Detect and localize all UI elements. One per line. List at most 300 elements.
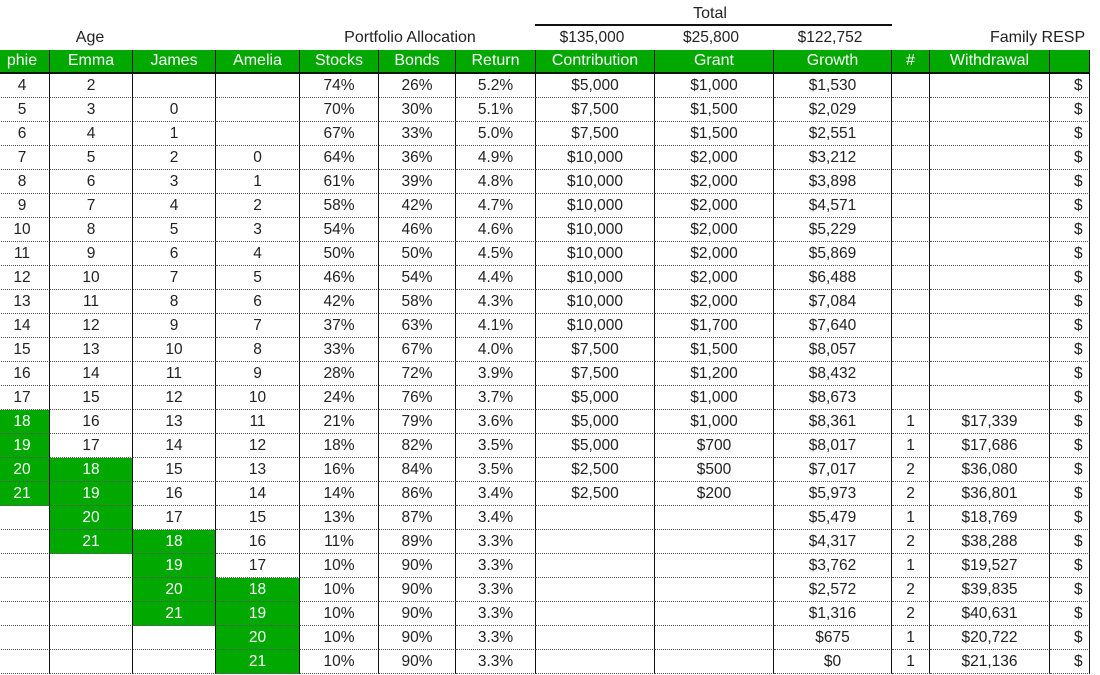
column-header-ret[interactable]: Return: [456, 50, 536, 74]
cell-num[interactable]: [892, 362, 930, 386]
cell-emma[interactable]: 9: [50, 242, 133, 266]
cell-ret[interactable]: 4.1%: [456, 314, 536, 338]
cell-amelia[interactable]: 4: [216, 242, 300, 266]
cell-contribution[interactable]: $10,000: [536, 314, 655, 338]
cell-num[interactable]: [892, 218, 930, 242]
cell-num[interactable]: [892, 122, 930, 146]
cell-withdrawal[interactable]: $40,631: [930, 602, 1050, 626]
cell-james[interactable]: 11: [133, 362, 216, 386]
cell-james[interactable]: 17: [133, 506, 216, 530]
cell-growth[interactable]: $6,488: [774, 266, 892, 290]
cell-contribution[interactable]: [536, 530, 655, 554]
column-header-num[interactable]: #: [892, 50, 930, 74]
column-header-james[interactable]: James: [133, 50, 216, 74]
cell-withdrawal[interactable]: [930, 290, 1050, 314]
cell-sophie[interactable]: [0, 650, 50, 674]
cell-sophie[interactable]: [0, 506, 50, 530]
cell-sophie[interactable]: 15: [0, 338, 50, 362]
cell-contribution[interactable]: $7,500: [536, 338, 655, 362]
cell-contribution[interactable]: [536, 506, 655, 530]
cell-sophie[interactable]: 11: [0, 242, 50, 266]
cell-stocks[interactable]: 61%: [300, 170, 379, 194]
cell-emma[interactable]: [50, 626, 133, 650]
cell-growth[interactable]: $5,973: [774, 482, 892, 506]
cell-stocks[interactable]: 58%: [300, 194, 379, 218]
cell-emma[interactable]: 4: [50, 122, 133, 146]
cell-contribution[interactable]: [536, 554, 655, 578]
cell-growth[interactable]: $5,229: [774, 218, 892, 242]
cell-amelia[interactable]: [216, 122, 300, 146]
cell-sophie[interactable]: 20: [0, 458, 50, 482]
column-header-bonds[interactable]: Bonds: [379, 50, 456, 74]
cell-growth[interactable]: $8,361: [774, 410, 892, 434]
cell-contribution[interactable]: [536, 578, 655, 602]
cell-emma[interactable]: 2: [50, 74, 133, 98]
cell-amelia[interactable]: 21: [216, 650, 300, 674]
cell-grant[interactable]: $1,000: [655, 74, 774, 98]
cell-num[interactable]: [892, 266, 930, 290]
cell-bonds[interactable]: 79%: [379, 410, 456, 434]
cell-ret[interactable]: 3.4%: [456, 482, 536, 506]
cell-sophie[interactable]: [0, 602, 50, 626]
cell-withdrawal[interactable]: [930, 362, 1050, 386]
cell-cut[interactable]: $: [1050, 266, 1090, 290]
cell-emma[interactable]: 14: [50, 362, 133, 386]
cell-stocks[interactable]: 13%: [300, 506, 379, 530]
cell-cut[interactable]: $: [1050, 290, 1090, 314]
cell-contribution[interactable]: $5,000: [536, 410, 655, 434]
cell-bonds[interactable]: 58%: [379, 290, 456, 314]
cell-amelia[interactable]: 17: [216, 554, 300, 578]
cell-sophie[interactable]: [0, 530, 50, 554]
cell-sophie[interactable]: 5: [0, 98, 50, 122]
cell-withdrawal[interactable]: $36,801: [930, 482, 1050, 506]
cell-bonds[interactable]: 50%: [379, 242, 456, 266]
cell-growth[interactable]: $3,898: [774, 170, 892, 194]
cell-num[interactable]: 2: [892, 530, 930, 554]
cell-bonds[interactable]: 36%: [379, 146, 456, 170]
cell-grant[interactable]: $1,500: [655, 98, 774, 122]
cell-amelia[interactable]: 3: [216, 218, 300, 242]
cell-ret[interactable]: 3.3%: [456, 602, 536, 626]
cell-sophie[interactable]: 8: [0, 170, 50, 194]
cell-contribution[interactable]: $10,000: [536, 194, 655, 218]
cell-emma[interactable]: 5: [50, 146, 133, 170]
cell-contribution[interactable]: $10,000: [536, 170, 655, 194]
cell-emma[interactable]: [50, 602, 133, 626]
cell-ret[interactable]: 3.3%: [456, 650, 536, 674]
cell-bonds[interactable]: 90%: [379, 650, 456, 674]
cell-amelia[interactable]: 1: [216, 170, 300, 194]
cell-james[interactable]: 10: [133, 338, 216, 362]
cell-cut[interactable]: $: [1050, 170, 1090, 194]
cell-stocks[interactable]: 50%: [300, 242, 379, 266]
cell-contribution[interactable]: $5,000: [536, 386, 655, 410]
cell-growth[interactable]: $3,212: [774, 146, 892, 170]
cell-growth[interactable]: $2,551: [774, 122, 892, 146]
cell-withdrawal[interactable]: $36,080: [930, 458, 1050, 482]
cell-growth[interactable]: $8,673: [774, 386, 892, 410]
cell-bonds[interactable]: 76%: [379, 386, 456, 410]
cell-ret[interactable]: 3.5%: [456, 458, 536, 482]
cell-stocks[interactable]: 21%: [300, 410, 379, 434]
cell-num[interactable]: [892, 194, 930, 218]
cell-grant[interactable]: $200: [655, 482, 774, 506]
cell-sophie[interactable]: 7: [0, 146, 50, 170]
cell-grant[interactable]: $1,700: [655, 314, 774, 338]
cell-num[interactable]: 2: [892, 482, 930, 506]
cell-grant[interactable]: [655, 578, 774, 602]
cell-stocks[interactable]: 10%: [300, 602, 379, 626]
cell-stocks[interactable]: 64%: [300, 146, 379, 170]
cell-james[interactable]: 0: [133, 98, 216, 122]
cell-stocks[interactable]: 18%: [300, 434, 379, 458]
cell-contribution[interactable]: $2,500: [536, 458, 655, 482]
cell-contribution[interactable]: $10,000: [536, 266, 655, 290]
cell-num[interactable]: 2: [892, 602, 930, 626]
cell-cut[interactable]: $: [1050, 626, 1090, 650]
cell-grant[interactable]: $1,500: [655, 338, 774, 362]
column-header-contribution[interactable]: Contribution: [536, 50, 655, 74]
cell-bonds[interactable]: 63%: [379, 314, 456, 338]
cell-sophie[interactable]: 19: [0, 434, 50, 458]
cell-num[interactable]: 1: [892, 554, 930, 578]
cell-emma[interactable]: 8: [50, 218, 133, 242]
cell-cut[interactable]: $: [1050, 482, 1090, 506]
cell-ret[interactable]: 3.4%: [456, 506, 536, 530]
cell-amelia[interactable]: 10: [216, 386, 300, 410]
cell-grant[interactable]: $2,000: [655, 290, 774, 314]
cell-num[interactable]: [892, 290, 930, 314]
cell-cut[interactable]: $: [1050, 314, 1090, 338]
cell-cut[interactable]: $: [1050, 530, 1090, 554]
cell-grant[interactable]: $2,000: [655, 242, 774, 266]
cell-stocks[interactable]: 11%: [300, 530, 379, 554]
cell-bonds[interactable]: 46%: [379, 218, 456, 242]
cell-growth[interactable]: $675: [774, 626, 892, 650]
cell-grant[interactable]: [655, 650, 774, 674]
cell-growth[interactable]: $5,869: [774, 242, 892, 266]
cell-james[interactable]: 5: [133, 218, 216, 242]
cell-stocks[interactable]: 33%: [300, 338, 379, 362]
cell-num[interactable]: [892, 74, 930, 98]
cell-james[interactable]: 20: [133, 578, 216, 602]
cell-grant[interactable]: $2,000: [655, 170, 774, 194]
cell-withdrawal[interactable]: $17,339: [930, 410, 1050, 434]
column-header-stocks[interactable]: Stocks: [300, 50, 379, 74]
cell-bonds[interactable]: 90%: [379, 578, 456, 602]
cell-cut[interactable]: $: [1050, 74, 1090, 98]
cell-emma[interactable]: 6: [50, 170, 133, 194]
cell-cut[interactable]: $: [1050, 602, 1090, 626]
cell-sophie[interactable]: 12: [0, 266, 50, 290]
cell-stocks[interactable]: 10%: [300, 578, 379, 602]
cell-growth[interactable]: $1,316: [774, 602, 892, 626]
cell-grant[interactable]: $1,000: [655, 410, 774, 434]
cell-sophie[interactable]: 9: [0, 194, 50, 218]
cell-amelia[interactable]: 8: [216, 338, 300, 362]
cell-stocks[interactable]: 14%: [300, 482, 379, 506]
cell-stocks[interactable]: 46%: [300, 266, 379, 290]
cell-num[interactable]: 1: [892, 506, 930, 530]
cell-contribution[interactable]: [536, 650, 655, 674]
cell-withdrawal[interactable]: $39,835: [930, 578, 1050, 602]
cell-grant[interactable]: $1,000: [655, 386, 774, 410]
cell-withdrawal[interactable]: $17,686: [930, 434, 1050, 458]
cell-contribution[interactable]: $7,500: [536, 98, 655, 122]
cell-cut[interactable]: $: [1050, 122, 1090, 146]
cell-cut[interactable]: $: [1050, 458, 1090, 482]
cell-sophie[interactable]: 16: [0, 362, 50, 386]
cell-bonds[interactable]: 87%: [379, 506, 456, 530]
cell-amelia[interactable]: 20: [216, 626, 300, 650]
cell-withdrawal[interactable]: [930, 218, 1050, 242]
cell-stocks[interactable]: 10%: [300, 650, 379, 674]
cell-sophie[interactable]: 4: [0, 74, 50, 98]
cell-emma[interactable]: 19: [50, 482, 133, 506]
cell-grant[interactable]: $500: [655, 458, 774, 482]
cell-cut[interactable]: $: [1050, 554, 1090, 578]
cell-emma[interactable]: 21: [50, 530, 133, 554]
cell-num[interactable]: 1: [892, 410, 930, 434]
cell-withdrawal[interactable]: $19,527: [930, 554, 1050, 578]
cell-growth[interactable]: $4,571: [774, 194, 892, 218]
cell-stocks[interactable]: 42%: [300, 290, 379, 314]
cell-emma[interactable]: 7: [50, 194, 133, 218]
cell-grant[interactable]: $1,500: [655, 122, 774, 146]
cell-bonds[interactable]: 30%: [379, 98, 456, 122]
cell-ret[interactable]: 5.0%: [456, 122, 536, 146]
column-header-cut[interactable]: [1050, 50, 1090, 74]
cell-withdrawal[interactable]: [930, 314, 1050, 338]
cell-james[interactable]: 12: [133, 386, 216, 410]
cell-bonds[interactable]: 42%: [379, 194, 456, 218]
cell-emma[interactable]: 11: [50, 290, 133, 314]
cell-stocks[interactable]: 54%: [300, 218, 379, 242]
cell-contribution[interactable]: $10,000: [536, 146, 655, 170]
cell-stocks[interactable]: 37%: [300, 314, 379, 338]
cell-growth[interactable]: $1,530: [774, 74, 892, 98]
cell-ret[interactable]: 3.3%: [456, 530, 536, 554]
cell-sophie[interactable]: [0, 626, 50, 650]
cell-ret[interactable]: 4.7%: [456, 194, 536, 218]
cell-james[interactable]: 18: [133, 530, 216, 554]
cell-stocks[interactable]: 10%: [300, 626, 379, 650]
cell-ret[interactable]: 5.1%: [456, 98, 536, 122]
cell-num[interactable]: [892, 314, 930, 338]
cell-emma[interactable]: 16: [50, 410, 133, 434]
cell-num[interactable]: 2: [892, 458, 930, 482]
cell-grant[interactable]: $1,200: [655, 362, 774, 386]
cell-growth[interactable]: $4,317: [774, 530, 892, 554]
cell-contribution[interactable]: [536, 626, 655, 650]
cell-james[interactable]: 2: [133, 146, 216, 170]
cell-stocks[interactable]: 74%: [300, 74, 379, 98]
cell-ret[interactable]: 4.5%: [456, 242, 536, 266]
cell-bonds[interactable]: 67%: [379, 338, 456, 362]
cell-emma[interactable]: [50, 554, 133, 578]
cell-ret[interactable]: 3.9%: [456, 362, 536, 386]
cell-james[interactable]: [133, 650, 216, 674]
cell-bonds[interactable]: 39%: [379, 170, 456, 194]
cell-withdrawal[interactable]: [930, 242, 1050, 266]
cell-ret[interactable]: 4.9%: [456, 146, 536, 170]
cell-ret[interactable]: 5.2%: [456, 74, 536, 98]
cell-num[interactable]: [892, 242, 930, 266]
cell-cut[interactable]: $: [1050, 242, 1090, 266]
cell-growth[interactable]: $8,017: [774, 434, 892, 458]
cell-cut[interactable]: $: [1050, 578, 1090, 602]
cell-amelia[interactable]: 15: [216, 506, 300, 530]
cell-cut[interactable]: $: [1050, 98, 1090, 122]
cell-grant[interactable]: [655, 530, 774, 554]
cell-amelia[interactable]: 16: [216, 530, 300, 554]
cell-cut[interactable]: $: [1050, 650, 1090, 674]
cell-bonds[interactable]: 90%: [379, 554, 456, 578]
cell-emma[interactable]: 20: [50, 506, 133, 530]
cell-amelia[interactable]: 7: [216, 314, 300, 338]
cell-withdrawal[interactable]: $18,769: [930, 506, 1050, 530]
cell-emma[interactable]: 13: [50, 338, 133, 362]
cell-growth[interactable]: $2,029: [774, 98, 892, 122]
cell-contribution[interactable]: $10,000: [536, 290, 655, 314]
cell-cut[interactable]: $: [1050, 218, 1090, 242]
cell-growth[interactable]: $5,479: [774, 506, 892, 530]
cell-james[interactable]: 7: [133, 266, 216, 290]
cell-james[interactable]: 9: [133, 314, 216, 338]
cell-james[interactable]: [133, 74, 216, 98]
cell-bonds[interactable]: 54%: [379, 266, 456, 290]
cell-james[interactable]: 6: [133, 242, 216, 266]
cell-amelia[interactable]: [216, 74, 300, 98]
column-header-emma[interactable]: Emma: [50, 50, 133, 74]
cell-emma[interactable]: 17: [50, 434, 133, 458]
cell-num[interactable]: [892, 146, 930, 170]
cell-contribution[interactable]: $5,000: [536, 434, 655, 458]
cell-james[interactable]: 3: [133, 170, 216, 194]
cell-growth[interactable]: $7,084: [774, 290, 892, 314]
cell-num[interactable]: 2: [892, 578, 930, 602]
cell-num[interactable]: 1: [892, 650, 930, 674]
cell-bonds[interactable]: 86%: [379, 482, 456, 506]
cell-ret[interactable]: 4.6%: [456, 218, 536, 242]
cell-sophie[interactable]: 18: [0, 410, 50, 434]
cell-stocks[interactable]: 70%: [300, 98, 379, 122]
cell-emma[interactable]: 3: [50, 98, 133, 122]
cell-sophie[interactable]: 13: [0, 290, 50, 314]
cell-ret[interactable]: 3.3%: [456, 554, 536, 578]
cell-cut[interactable]: $: [1050, 506, 1090, 530]
cell-bonds[interactable]: 26%: [379, 74, 456, 98]
cell-growth[interactable]: $7,017: [774, 458, 892, 482]
cell-cut[interactable]: $: [1050, 362, 1090, 386]
cell-bonds[interactable]: 84%: [379, 458, 456, 482]
cell-amelia[interactable]: 9: [216, 362, 300, 386]
cell-stocks[interactable]: 16%: [300, 458, 379, 482]
cell-ret[interactable]: 4.3%: [456, 290, 536, 314]
cell-sophie[interactable]: 17: [0, 386, 50, 410]
cell-emma[interactable]: 18: [50, 458, 133, 482]
cell-growth[interactable]: $7,640: [774, 314, 892, 338]
cell-amelia[interactable]: 5: [216, 266, 300, 290]
cell-emma[interactable]: [50, 650, 133, 674]
cell-bonds[interactable]: 90%: [379, 602, 456, 626]
cell-contribution[interactable]: $7,500: [536, 122, 655, 146]
cell-ret[interactable]: 3.5%: [456, 434, 536, 458]
cell-amelia[interactable]: 11: [216, 410, 300, 434]
cell-growth[interactable]: $3,762: [774, 554, 892, 578]
cell-james[interactable]: 16: [133, 482, 216, 506]
cell-james[interactable]: 15: [133, 458, 216, 482]
cell-emma[interactable]: 10: [50, 266, 133, 290]
cell-withdrawal[interactable]: [930, 122, 1050, 146]
cell-cut[interactable]: $: [1050, 434, 1090, 458]
cell-withdrawal[interactable]: [930, 170, 1050, 194]
cell-james[interactable]: 4: [133, 194, 216, 218]
cell-withdrawal[interactable]: $21,136: [930, 650, 1050, 674]
cell-cut[interactable]: $: [1050, 338, 1090, 362]
cell-stocks[interactable]: 10%: [300, 554, 379, 578]
cell-withdrawal[interactable]: [930, 146, 1050, 170]
cell-sophie[interactable]: 14: [0, 314, 50, 338]
cell-amelia[interactable]: 19: [216, 602, 300, 626]
cell-ret[interactable]: 4.0%: [456, 338, 536, 362]
cell-num[interactable]: [892, 338, 930, 362]
cell-grant[interactable]: $2,000: [655, 194, 774, 218]
cell-contribution[interactable]: $10,000: [536, 218, 655, 242]
cell-growth[interactable]: $8,432: [774, 362, 892, 386]
cell-withdrawal[interactable]: $20,722: [930, 626, 1050, 650]
cell-james[interactable]: 14: [133, 434, 216, 458]
cell-sophie[interactable]: [0, 554, 50, 578]
cell-ret[interactable]: 3.7%: [456, 386, 536, 410]
cell-ret[interactable]: 4.4%: [456, 266, 536, 290]
cell-cut[interactable]: $: [1050, 146, 1090, 170]
cell-james[interactable]: 8: [133, 290, 216, 314]
cell-grant[interactable]: $700: [655, 434, 774, 458]
cell-grant[interactable]: [655, 554, 774, 578]
cell-ret[interactable]: 4.8%: [456, 170, 536, 194]
cell-james[interactable]: 21: [133, 602, 216, 626]
cell-bonds[interactable]: 72%: [379, 362, 456, 386]
cell-num[interactable]: 1: [892, 626, 930, 650]
cell-withdrawal[interactable]: [930, 266, 1050, 290]
cell-contribution[interactable]: [536, 602, 655, 626]
cell-amelia[interactable]: 14: [216, 482, 300, 506]
cell-sophie[interactable]: 6: [0, 122, 50, 146]
cell-emma[interactable]: 15: [50, 386, 133, 410]
cell-withdrawal[interactable]: [930, 194, 1050, 218]
column-header-amelia[interactable]: Amelia: [216, 50, 300, 74]
cell-growth[interactable]: $8,057: [774, 338, 892, 362]
cell-james[interactable]: 13: [133, 410, 216, 434]
cell-bonds[interactable]: 33%: [379, 122, 456, 146]
cell-grant[interactable]: [655, 506, 774, 530]
cell-contribution[interactable]: $2,500: [536, 482, 655, 506]
cell-grant[interactable]: [655, 602, 774, 626]
cell-contribution[interactable]: $5,000: [536, 74, 655, 98]
cell-num[interactable]: [892, 386, 930, 410]
cell-james[interactable]: [133, 626, 216, 650]
cell-emma[interactable]: 12: [50, 314, 133, 338]
cell-stocks[interactable]: 24%: [300, 386, 379, 410]
cell-bonds[interactable]: 89%: [379, 530, 456, 554]
cell-grant[interactable]: [655, 626, 774, 650]
cell-sophie[interactable]: [0, 578, 50, 602]
cell-ret[interactable]: 3.6%: [456, 410, 536, 434]
cell-sophie[interactable]: 10: [0, 218, 50, 242]
cell-num[interactable]: [892, 98, 930, 122]
